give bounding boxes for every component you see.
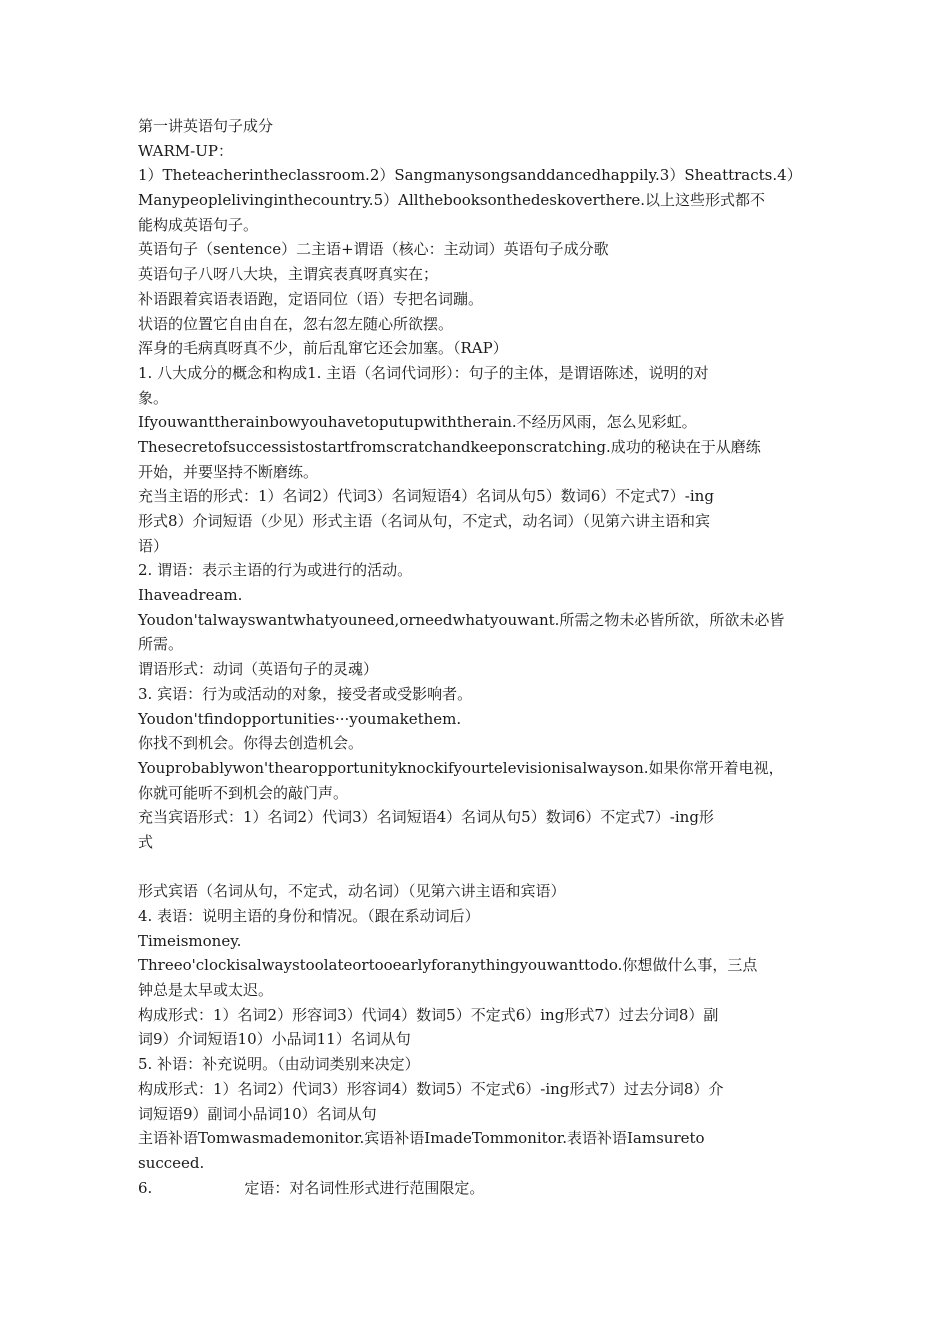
text-line: 浑身的毛病真呀真不少，前后乱窜它还会加塞。（RAP） xyxy=(138,339,508,358)
text-line: 充当宾语形式：1）名词2）代词3）名词短语4）名词从句5）数词6）不定式7）-ing形 xyxy=(138,808,714,827)
text-line: 式 xyxy=(138,832,154,851)
document-body xyxy=(138,114,818,1200)
text-line: Manypeoplelivinginthecountry.5）Allthebooksonthedeskoverthere.以上这些形式都不 xyxy=(138,191,766,210)
text-line: 主语补语Tomwasmademonitor.宾语补语ImadeTommonitor.表语补语Iamsureto xyxy=(138,1129,705,1148)
text-line: 状语的位置它自由自在，忽右忽左随心所欲摆。 xyxy=(138,314,454,333)
text-line: Timeismoney. xyxy=(138,931,242,950)
text-line: 语） xyxy=(138,536,169,555)
text-line: Youdon'tfindopportunities···youmakethem. xyxy=(138,709,462,728)
text-line: 补语跟着宾语表语跑，定语同位（语）专把名词蹦。 xyxy=(138,289,484,308)
text-line: 象。 xyxy=(138,388,169,407)
text-line: 构成形式：1）名词2）代词3）形容词4）数词5）不定式6）-ing形式7）过去分词8）介 xyxy=(138,1079,724,1098)
section-heading: 定语：对名词性形式进行范围限定。 xyxy=(244,1178,485,1197)
text-line: Youdon'talwayswantwhatyouneed,orneedwhatyouwant.所需之物未必皆所欲，所欲未必皆 xyxy=(138,610,785,629)
text-line: 你找不到机会。你得去创造机会。 xyxy=(138,734,364,753)
text-line: 1. 八大成分的概念和构成1. 主语（名词代词形）：句子的主体，是谓语陈述，说明的对 xyxy=(138,363,709,382)
text-line: 充当主语的形式：1）名词2）代词3）名词短语4）名词从句5）数词6）不定式7）-ing xyxy=(138,487,714,506)
text-line: 形式8）介词短语（少见）形式主语（名词从句，不定式，动名词）（见第六讲主语和宾 xyxy=(138,512,711,530)
document-title: 第一讲英语句子成分 xyxy=(138,117,274,135)
text-line: 1）Theteacherintheclassroom.2）Sangmanysongsanddancedhappily.3）Sheattracts.4） xyxy=(138,166,802,185)
text-line: 英语句子八呀八大块，主谓宾表真呀真实在； xyxy=(138,265,439,284)
text-line: Thesecretofsuccessistostartfromscratchandkeeponscratching.成功的秘诀在于从磨练 xyxy=(138,437,761,456)
text-line: WARM-UP： xyxy=(138,141,233,160)
text-line: 构成形式：1）名词2）形容词3）代词4）数词5）不定式6）ing形式7）过去分词8）副 xyxy=(138,1005,719,1024)
text-line: 谓语形式：动词（英语句子的灵魂） xyxy=(138,660,379,679)
text-line: succeed. xyxy=(138,1153,205,1172)
text-line: Ihaveadream. xyxy=(138,586,243,605)
text-line: 形式宾语（名词从句，不定式，动名词）（见第六讲主语和宾语） xyxy=(138,882,566,901)
text-line-last xyxy=(138,1176,818,1201)
text-line: 词9）介词短语10）小品词11）名词从句 xyxy=(138,1030,411,1049)
text-line: 词短语9）副词小品词10）名词从句 xyxy=(138,1104,377,1123)
text-line: 所需。 xyxy=(138,635,184,654)
text-line: 你就可能听不到机会的敲门声。 xyxy=(138,783,349,802)
text-line: 英语句子（sentence）二主语+谓语（核心：主动词）英语句子成分歌 xyxy=(138,240,609,259)
text-line: Threeo'clockisalwaystoolateortooearlyforanythingyouwanttodo.你想做什么事，三点 xyxy=(138,956,758,975)
text-line: 钟总是太早或太迟。 xyxy=(138,981,274,1000)
blank-line xyxy=(138,855,818,880)
text-line: Youprobablywon'thearopportunityknockifyourtelevisionisalwayson.如果你常开着电视， xyxy=(138,758,784,777)
section-number: 6. xyxy=(138,1178,153,1197)
text-line: 开始，并要坚持不断磨练。 xyxy=(138,462,319,481)
text-line: 4. 表语：说明主语的身份和情况。（跟在系动词后） xyxy=(138,907,480,925)
text-line: Ifyouwanttherainbowyouhavetoputupwiththerain.不经历风雨，怎么见彩虹。 xyxy=(138,413,697,432)
text-line: 5. 补语：补充说明。（由动词类别来决定） xyxy=(138,1055,420,1074)
text-line: 能构成英语句子。 xyxy=(138,215,259,234)
text-line: 3. 宾语：行为或活动的对象，接受者或受影响者。 xyxy=(138,684,473,703)
text-line: 2. 谓语：表示主语的行为或进行的活动。 xyxy=(138,561,413,580)
